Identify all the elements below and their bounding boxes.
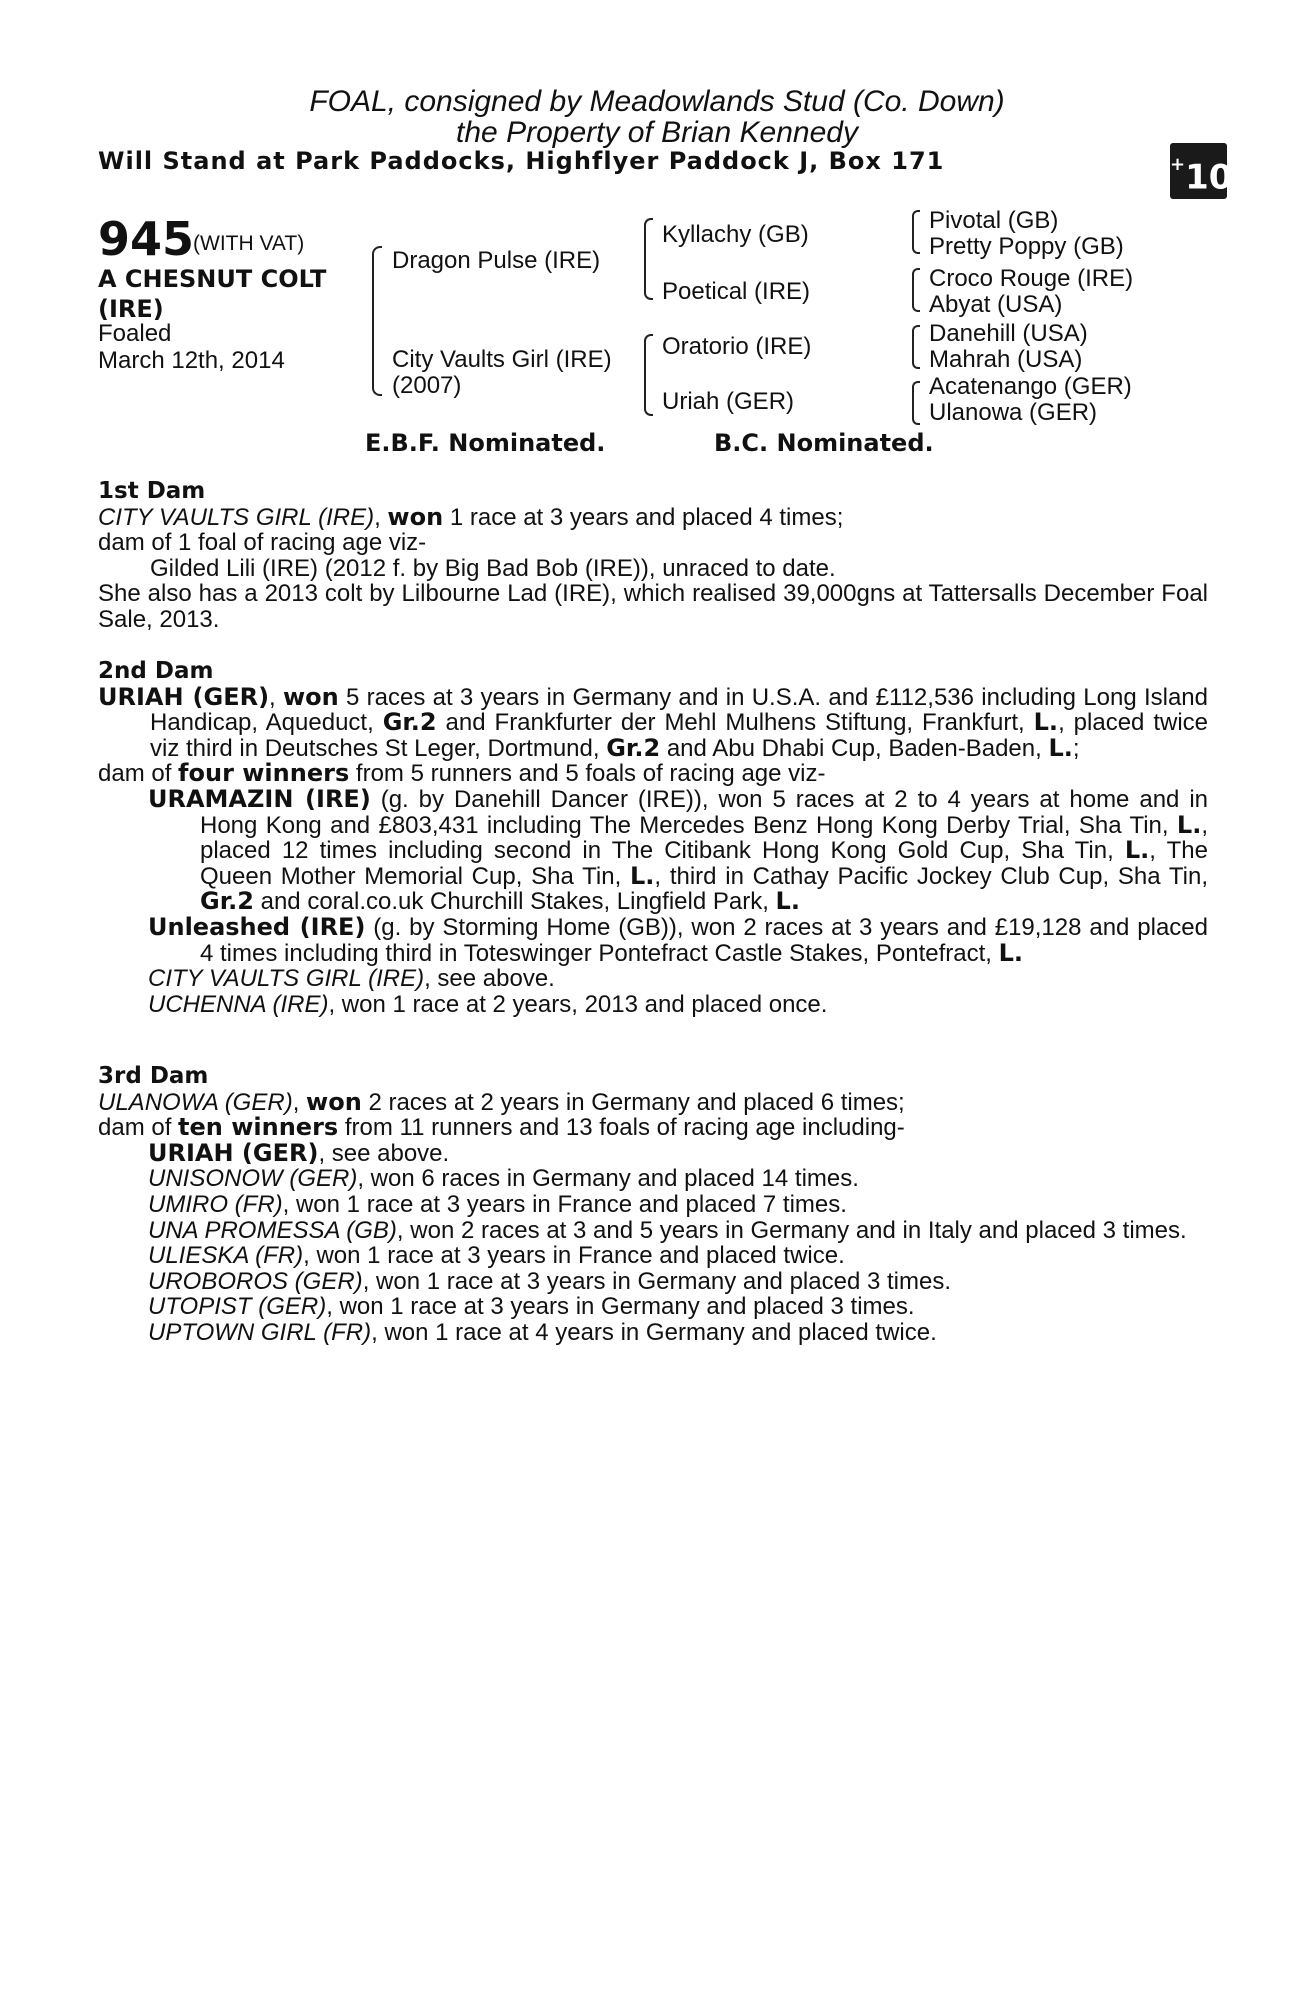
record-text: , won 2 races at 3 and 5 years in Germany and in Italy and placed 3 times. [396, 1216, 1187, 1244]
horse-name: URAMAZIN (IRE) [148, 784, 371, 813]
sex-line-1: A CHESNUT COLT [98, 265, 327, 293]
third-dam-section [98, 1064, 1208, 1346]
record-text: , won 1 race at 3 years in Germany and placed 3 times. [362, 1267, 951, 1295]
pedigree-grandsire: Kyllachy (GB) [662, 221, 809, 248]
record-text: ; [1072, 734, 1080, 762]
foaled-date: March 12th, 2014 [98, 347, 285, 374]
pedigree-g3-5: Danehill (USA) [929, 320, 1088, 347]
first-dam-heading: 1st Dam [98, 478, 206, 504]
listed-label: L. [629, 861, 655, 890]
winners-count: ten winners [178, 1113, 339, 1142]
listed-label: L. [1048, 733, 1073, 762]
won-label: won [306, 1087, 362, 1116]
third-dam-summary: 2 races at 2 years in Germany and placed 6 times; [361, 1088, 905, 1116]
badge-plus: + [1170, 154, 1186, 175]
horse-name: URIAH (GER) [148, 1138, 319, 1167]
record-text: (g. by Storming Home (GB)), won 2 races at 3 years and £19,128 and placed 4 times including third in Toteswinger Pontefract Castle Stakes, Pontefract, [200, 913, 1208, 967]
property-line: the Property of Brian Kennedy [456, 116, 858, 149]
first-dam-summary: 1 race at 3 years and placed 4 times; [443, 503, 844, 531]
page-badge [1170, 143, 1233, 199]
produce-item [98, 1243, 1208, 1269]
second-dam-record: URIAH (GER), won 5 races at 3 years in Germany and in U.S.A. and £112,536 including Long Island Handicap, Aqueduct, Gr.2 and Frankfurter der Mehl Mulhens Stiftung, Frankfurt, L., placed twice viz third in Deutsches St Leger, Dortmund, Gr.2 and Abu Dhabi Cup, Baden-Baden, L.; [98, 682, 1208, 762]
record-text: , won 6 races in Germany and placed 14 times. [357, 1165, 859, 1193]
horse-name: UNISONOW (GER) [148, 1165, 358, 1193]
stabling-line: Will Stand at Park Paddocks, Highflyer Paddock J, Box 171 [98, 147, 945, 175]
record-text: , won 1 race at 3 years in France and placed 7 times. [282, 1190, 847, 1218]
record-text: , won 1 race at 2 years, 2013 and placed once. [328, 990, 828, 1018]
record-text: (g. by Danehill Dancer (IRE)), won 5 races at 2 to 4 years at home and in Hong Kong and £803,431 including The Mercedes Benz Hong Kong Derby Trial, Sha Tin, [200, 785, 1208, 839]
pedigree-g3-6: Mahrah (USA) [929, 346, 1083, 373]
brace-g3-2 [912, 268, 920, 312]
consignment-line: FOAL, consigned by Meadowlands Stud (Co. Down) [309, 85, 1005, 118]
record-text: and Frankfurter der Mehl Mulhens Stiftung, Frankfurt, [436, 709, 1034, 737]
horse-name: UCHENNA (IRE) [148, 990, 329, 1018]
record-text: , see above. [424, 965, 555, 993]
horse-name: CITY VAULTS GIRL (IRE) [148, 965, 425, 993]
horse-name: Unleashed (IRE) [148, 912, 366, 941]
horse-name: UNA PROMESSA (GB) [148, 1216, 397, 1244]
produce-item [98, 1166, 1208, 1192]
pedigree-g3-1: Pivotal (GB) [929, 207, 1059, 234]
first-dam-produce-intro: dam of 1 foal of racing age viz- [98, 529, 427, 557]
record-text: and Abu Dhabi Cup, Baden-Baden, [660, 734, 1049, 762]
winners-count: four winners [178, 759, 350, 788]
sex-line-2: (IRE) [98, 295, 164, 323]
record-text: 5 races at 3 years in Germany and in U.S.A. and £112,536 including Long Island Handicap, Aqueduct, [150, 683, 1208, 737]
third-dam-record: ULANOWA (GER), won 2 races at 2 years in Germany and placed 6 times; [98, 1087, 905, 1116]
produce-text: from 11 runners and 13 foals of racing age including- [338, 1114, 905, 1142]
pedigree-granddam: Uriah (GER) [662, 388, 795, 415]
ebf-nomination: E.B.F. Nominated. [365, 429, 606, 457]
second-dam-produce-intro [98, 761, 1208, 787]
pedigree-dam: City Vaults Girl (IRE) [392, 346, 612, 373]
produce-city-vaults-girl [98, 966, 1208, 992]
produce-uriah [98, 1138, 1208, 1167]
pedigree-damsire: Oratorio (IRE) [662, 333, 812, 360]
listed-label: L. [1033, 708, 1059, 737]
second-dam-heading: 2nd Dam [98, 658, 214, 684]
pedigree-sire-dam: Poetical (IRE) [662, 278, 811, 305]
vat-label: (WITH VAT) [193, 232, 305, 255]
record-text: , placed 12 times including second in The Citibank Hong Kong Gold Cup, Sha Tin, [200, 811, 1208, 865]
record-text: , placed twice viz third in Deutsches St Leger, Dortmund, [150, 709, 1208, 762]
first-dam-foal: Gilded Lili (IRE) (2012 f. by Big Bad Bob (IRE)), unraced to date. [150, 554, 836, 582]
record-text: , won 1 race at 4 years in Germany and placed twice. [371, 1318, 937, 1346]
produce-item [98, 1269, 1208, 1295]
grade-label: Gr.2 [382, 708, 437, 737]
produce-text: dam of [98, 1114, 179, 1142]
foaled-block [98, 320, 285, 374]
brace-dam-line [644, 334, 653, 416]
produce-text: from 5 runners and 5 foals of racing age viz- [349, 760, 826, 788]
grade-label: Gr.2 [606, 733, 661, 762]
brace-generation-1 [372, 246, 382, 396]
produce-item [98, 1218, 1208, 1244]
pedigree-g3-3: Croco Rouge (IRE) [929, 265, 1134, 292]
record-text: , see above. [318, 1139, 450, 1167]
lot-number: 945 [98, 212, 195, 266]
third-dam-produce-intro [98, 1115, 1208, 1141]
third-dam-heading: 3rd Dam [98, 1063, 209, 1089]
pedigree-g3-2: Pretty Poppy (GB) [929, 233, 1124, 260]
third-dam-name: ULANOWA (GER) [98, 1088, 293, 1116]
horse-name: UROBOROS (GER) [148, 1267, 363, 1295]
won-label: won [387, 502, 444, 531]
horse-name: UMIRO (FR) [148, 1190, 283, 1218]
produce-unleashed [98, 912, 1208, 967]
record-text: , won 1 race at 3 years in Germany and placed 3 times. [326, 1293, 915, 1321]
produce-item [98, 1294, 1208, 1320]
first-dam-section [98, 479, 1208, 633]
foaled-label: Foaled [98, 320, 172, 347]
produce-item [98, 1320, 1208, 1346]
pedigree-g3-8: Ulanowa (GER) [929, 399, 1098, 426]
record-text: , won 1 race at 3 years in France and placed twice. [303, 1242, 845, 1270]
brace-g3-4 [912, 381, 920, 425]
pedigree-g3-7: Acatenango (GER) [929, 373, 1132, 400]
produce-uramazin [98, 784, 1208, 916]
badge-number: 10 [1185, 157, 1233, 198]
produce-item [98, 1192, 1208, 1218]
horse-name: ULIESKA (FR) [148, 1242, 304, 1270]
brace-g3-3 [912, 325, 920, 369]
pedigree-dam-year: (2007) [392, 372, 462, 399]
lot-description [98, 264, 326, 324]
produce-text: dam of [98, 760, 179, 788]
listed-label: L. [1124, 836, 1150, 865]
record-text: , The Queen Mother Memorial Cup, Sha Tin, [200, 837, 1208, 890]
listed-label: L. [998, 938, 1024, 967]
first-dam-name: CITY VAULTS GIRL (IRE) [98, 503, 375, 531]
brace-sire-line [644, 218, 653, 300]
grade-label: Gr.2 [200, 887, 254, 916]
listed-label: L. [775, 887, 800, 916]
record-text: , third in Cathay Pacific Jockey Club Cup, Sha Tin, [654, 862, 1208, 890]
pedigree-g3-4: Abyat (USA) [929, 291, 1063, 318]
bc-nomination: B.C. Nominated. [714, 429, 934, 457]
second-dam-section [98, 659, 1208, 1017]
brace-g3-1 [912, 210, 920, 254]
record-text: and coral.co.uk Churchill Stakes, Lingfield Park, [253, 888, 776, 916]
produce-uchenna [98, 992, 1208, 1018]
second-dam-name: URIAH (GER) [98, 682, 270, 711]
first-dam-note: She also has a 2013 colt by Lilbourne Lad (IRE), which realised 39,000gns at Tattersalls December Foal Sale, 2013. [98, 580, 1208, 633]
won-label: won [283, 682, 339, 711]
listed-label: L. [1176, 810, 1202, 839]
pedigree-sire: Dragon Pulse (IRE) [392, 247, 601, 274]
horse-name: UPTOWN GIRL (FR) [148, 1318, 372, 1346]
horse-name: UTOPIST (GER) [148, 1293, 327, 1321]
first-dam-record: CITY VAULTS GIRL (IRE), won 1 race at 3 years and placed 4 times; [98, 502, 844, 531]
